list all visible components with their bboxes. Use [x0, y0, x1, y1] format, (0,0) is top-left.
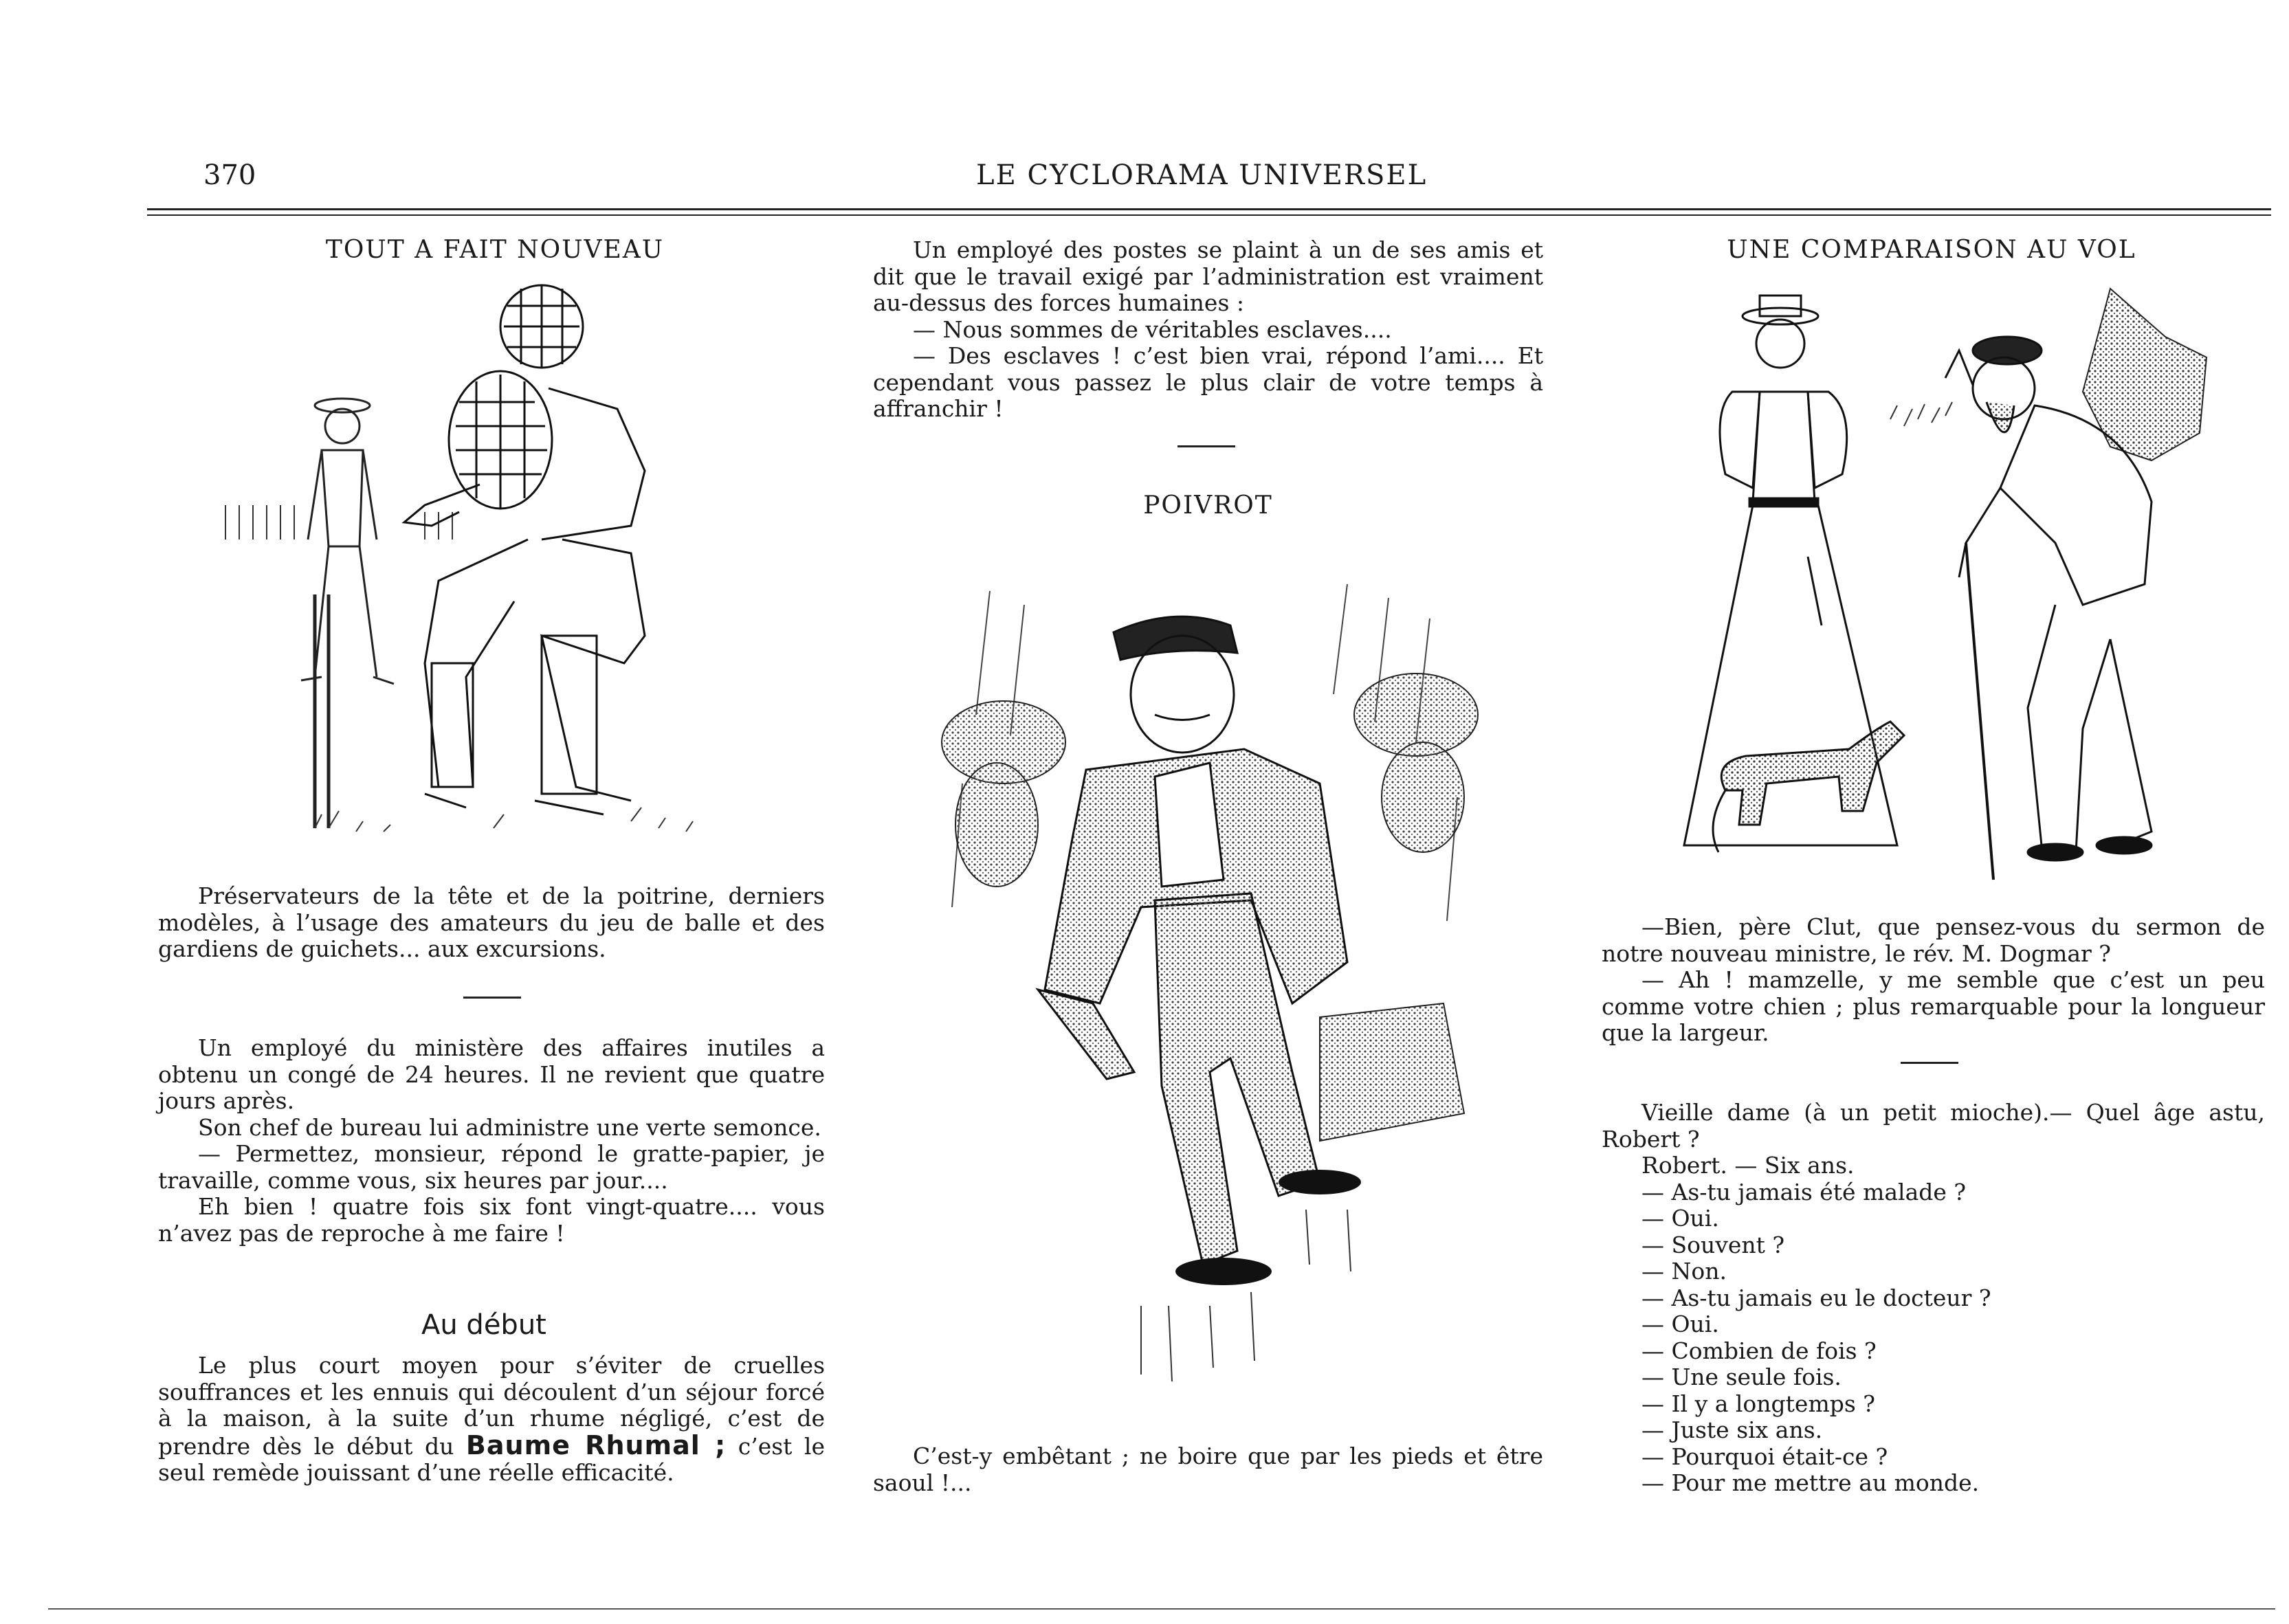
dialogue-robert — [1602, 1100, 2265, 1497]
dialogue-robert-line: — As-tu jamais été malade ? — [1641, 1178, 1967, 1205]
dialogue-pere-clut — [1602, 914, 2265, 1047]
dialogue-robert-line: Robert. — Six ans. — [1641, 1152, 1855, 1179]
header-rule-bottom — [147, 214, 2271, 216]
heading-poivrot: POIVROT — [1143, 491, 1273, 520]
poivrot-caption — [873, 1443, 1543, 1496]
header-rule-top — [147, 208, 2271, 210]
cricket-caption — [158, 883, 825, 963]
story-ministere-p3: — Permettez, monsieur, répond le gratte-papier, je travaille, comme vous, six heures par jour.... — [158, 1140, 825, 1194]
cricket-illustration — [219, 278, 748, 856]
dialogue-robert-line: — Souvent ? — [1641, 1231, 1785, 1258]
ad-text-before: Le plus court moyen pour s’éviter de cruelles souffrances et les ennuis qui découlent d’un séjour forcé à la maison, à la suite d’un rhume négligé, c’est de prendre dès le début du — [158, 1352, 825, 1460]
dialogue-robert-line: — Il y a longtemps ? — [1641, 1390, 1875, 1417]
dialogue-pere-clut-line2: — Ah ! mamzelle, y me semble que c’est un peu comme votre chien ; plus remarquable pour la longueur que la largeur. — [1602, 966, 2265, 1046]
page-number: 370 — [203, 159, 256, 191]
dialogue-robert-line: — Oui. — [1641, 1311, 1719, 1337]
story-ministere-p1: Un employé du ministère des affaires inutiles a obtenu un congé de 24 heures. Il ne revient que quatre jours après. — [158, 1034, 825, 1114]
dialogue-robert-line: — Oui. — [1641, 1205, 1719, 1232]
lady-and-old-man-illustration — [1670, 282, 2220, 890]
separator-col3-1 — [1901, 1062, 1958, 1064]
story-ministere-p2: Son chef de bureau lui administre une verte semonce. — [198, 1113, 821, 1141]
dialogue-robert-line: — Une seule fois. — [1641, 1364, 1842, 1390]
dialogue-robert-line: — Combien de fois ? — [1641, 1337, 1877, 1364]
dialogue-robert-line: — Non. — [1641, 1258, 1727, 1284]
separator-col2-1 — [1177, 445, 1235, 447]
dialogue-pere-clut-line1: —Bien, père Clut, que pensez-vous du sermon de notre nouveau ministre, le rév. M. Dogmar ? — [1602, 913, 2265, 967]
poivrot-caption-text: C’est-y embêtant ; ne boire que par les pieds et être saoul !... — [873, 1443, 1543, 1496]
subheading-au-debut: Au début — [421, 1309, 546, 1341]
heading-une-comparaison-au-vol: UNE COMPARAISON AU VOL — [1727, 236, 2136, 264]
dialogue-robert-line: — Pourquoi était-ce ? — [1641, 1443, 1888, 1470]
story-postes-p1: Un employé des postes se plaint à un de ses amis et dit que le travail exigé par l’administration est vraiment au-dessus des forces humaines : — [873, 236, 1543, 316]
dialogue-robert-line: — As-tu jamais eu le docteur ? — [1641, 1284, 1991, 1311]
page-bottom-rule — [48, 1608, 2275, 1610]
dialogue-robert-intro: Vieille dame (à un petit mioche).— Quel âge astu, Robert ? — [1602, 1099, 2265, 1153]
running-title: LE CYCLORAMA UNIVERSEL — [976, 159, 1428, 191]
story-postes-p3: — Des esclaves ! c’est bien vrai, répond l’ami.... Et cependant vous passez le plus clair de votre temps à affranchir ! — [873, 342, 1543, 422]
ad-text-after: c’est le seul remède jouissant d’une réelle efficacité. — [158, 1432, 826, 1486]
story-ministere — [158, 1035, 825, 1247]
dialogue-robert-line: — Pour me mettre au monde. — [1641, 1469, 1980, 1496]
story-ministere-p4: Eh bien ! quatre fois six font vingt-quatre.... vous n’avez pas de reproche à me faire ! — [158, 1193, 825, 1247]
advertisement-baume-rhumal — [158, 1353, 825, 1487]
drunkard-illustration — [935, 577, 1485, 1395]
separator-col1-1 — [463, 997, 521, 999]
story-postes-p2: — Nous sommes de véritables esclaves.... — [913, 315, 1392, 343]
advertisement-text — [158, 1353, 825, 1487]
ad-product-name: Baume Rhumal ; — [465, 1430, 727, 1460]
story-postes — [873, 237, 1543, 423]
heading-tout-a-fait-nouveau: TOUT A FAIT NOUVEAU — [325, 236, 665, 264]
dialogue-robert-line: — Juste six ans. — [1641, 1416, 1823, 1443]
cricket-caption-text: Préservateurs de la tête et de la poitrine, derniers modèles, à l’usage des amateurs du jeu de balle et des gardiens de guichets... aux excursions. — [158, 882, 825, 962]
